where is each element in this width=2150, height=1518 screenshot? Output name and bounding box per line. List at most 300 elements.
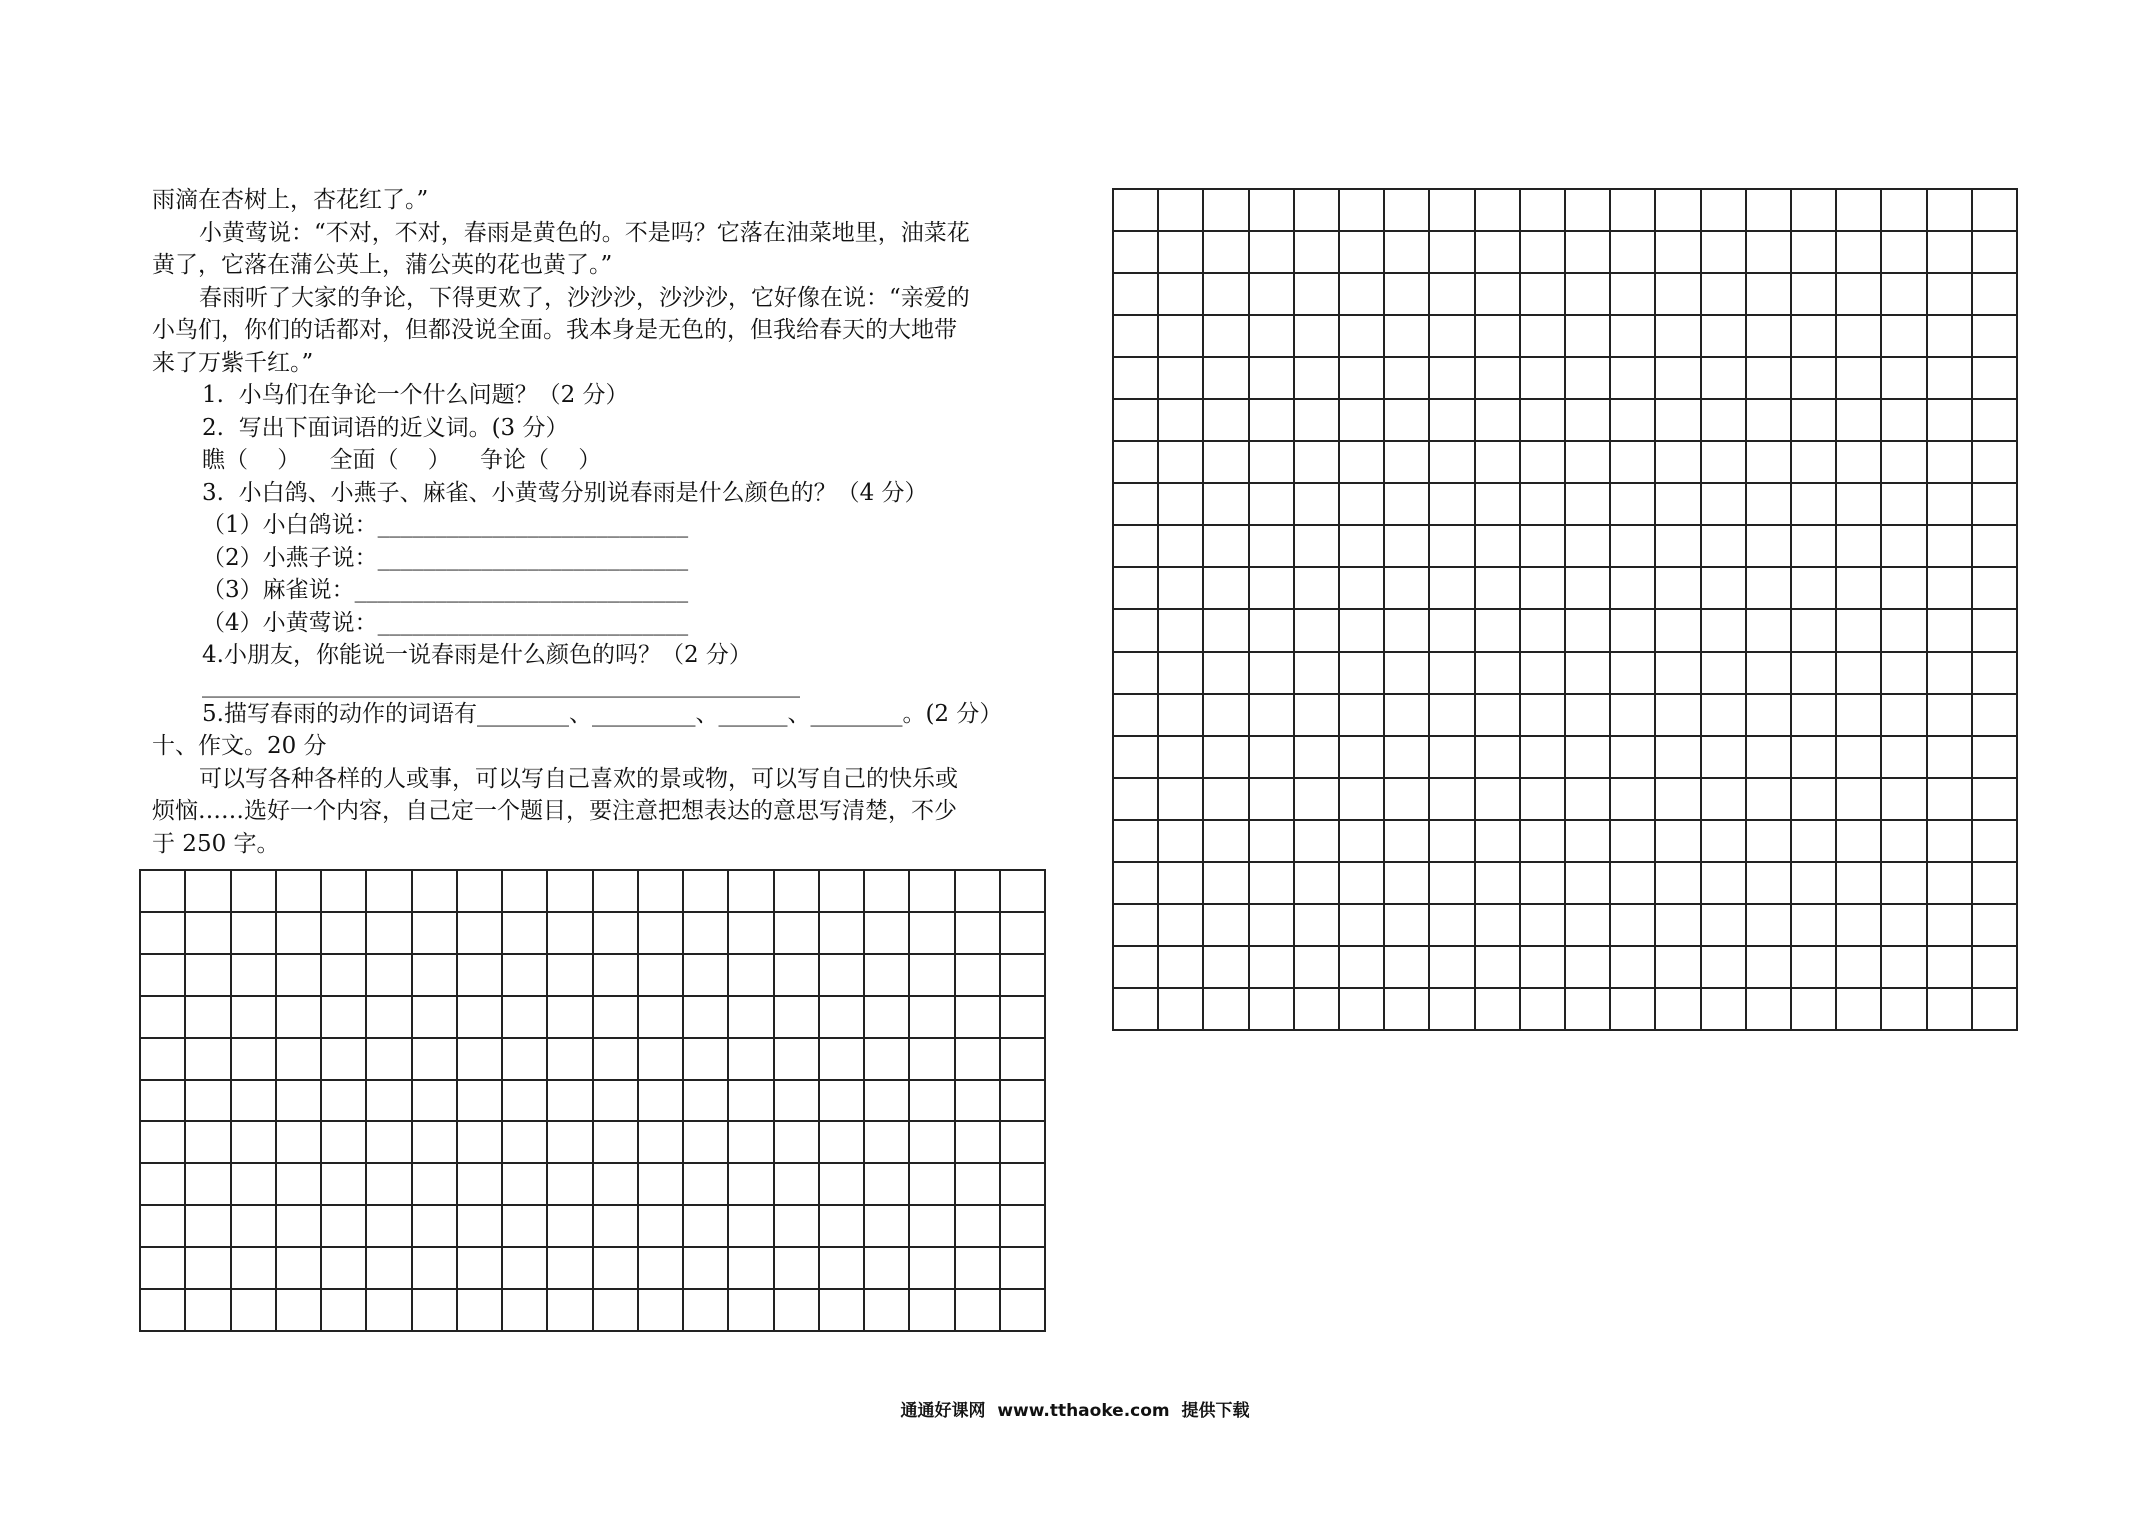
grid-cell[interactable] <box>1656 821 1701 863</box>
grid-cell[interactable] <box>1973 400 2018 442</box>
grid-cell[interactable] <box>1204 821 1249 863</box>
grid-cell[interactable] <box>1114 526 1159 568</box>
grid-cell[interactable] <box>1521 905 1566 947</box>
grid-cell[interactable] <box>1656 526 1701 568</box>
grid-cell[interactable] <box>1001 1081 1046 1123</box>
grid-cell[interactable] <box>594 1122 639 1164</box>
grid-cell[interactable] <box>232 1290 277 1332</box>
grid-cell[interactable] <box>1340 695 1385 737</box>
grid-cell[interactable] <box>1430 316 1475 358</box>
grid-cell[interactable] <box>1882 526 1927 568</box>
grid-cell[interactable] <box>1430 232 1475 274</box>
grid-cell[interactable] <box>1656 484 1701 526</box>
grid-cell[interactable] <box>1837 863 1882 905</box>
grid-cell[interactable] <box>1295 695 1340 737</box>
grid-cell[interactable] <box>1001 871 1046 913</box>
grid-cell[interactable] <box>1747 821 1792 863</box>
grid-cell[interactable] <box>186 1290 231 1332</box>
grid-cell[interactable] <box>1159 442 1204 484</box>
grid-cell[interactable] <box>322 1081 367 1123</box>
grid-cell[interactable] <box>1973 526 2018 568</box>
grid-cell[interactable] <box>1792 442 1837 484</box>
grid-cell[interactable] <box>1159 316 1204 358</box>
grid-cell[interactable] <box>1747 737 1792 779</box>
grid-cell[interactable] <box>1340 863 1385 905</box>
grid-cell[interactable] <box>775 871 820 913</box>
grid-cell[interactable] <box>548 1122 593 1164</box>
grid-cell[interactable] <box>1747 695 1792 737</box>
grid-cell[interactable] <box>1747 316 1792 358</box>
grid-cell[interactable] <box>1837 610 1882 652</box>
grid-cell[interactable] <box>1204 989 1249 1031</box>
grid-cell[interactable] <box>1702 821 1747 863</box>
grid-cell[interactable] <box>1295 989 1340 1031</box>
grid-cell[interactable] <box>1837 442 1882 484</box>
grid-cell[interactable] <box>1204 484 1249 526</box>
grid-cell[interactable] <box>1250 737 1295 779</box>
grid-cell[interactable] <box>1340 989 1385 1031</box>
grid-cell[interactable] <box>1521 232 1566 274</box>
grid-cell[interactable] <box>1882 400 1927 442</box>
grid-cell[interactable] <box>865 1164 910 1206</box>
grid-cell[interactable] <box>1656 989 1701 1031</box>
grid-cell[interactable] <box>322 955 367 997</box>
grid-cell[interactable] <box>1295 905 1340 947</box>
grid-cell[interactable] <box>1792 610 1837 652</box>
grid-cell[interactable] <box>1882 232 1927 274</box>
grid-cell[interactable] <box>1928 905 1973 947</box>
grid-cell[interactable] <box>1001 1290 1046 1332</box>
grid-cell[interactable] <box>1747 358 1792 400</box>
grid-cell[interactable] <box>1340 442 1385 484</box>
grid-cell[interactable] <box>1928 989 1973 1031</box>
grid-cell[interactable] <box>141 1206 186 1248</box>
grid-cell[interactable] <box>1385 947 1430 989</box>
grid-cell[interactable] <box>1250 947 1295 989</box>
grid-cell[interactable] <box>1114 274 1159 316</box>
grid-cell[interactable] <box>458 1248 503 1290</box>
grid-cell[interactable] <box>1792 905 1837 947</box>
grid-cell[interactable] <box>865 1290 910 1332</box>
grid-cell[interactable] <box>865 871 910 913</box>
grid-cell[interactable] <box>232 1206 277 1248</box>
grid-cell[interactable] <box>1521 526 1566 568</box>
grid-cell[interactable] <box>1250 905 1295 947</box>
grid-cell[interactable] <box>1295 947 1340 989</box>
grid-cell[interactable] <box>1114 610 1159 652</box>
grid-cell[interactable] <box>1882 947 1927 989</box>
grid-cell[interactable] <box>1702 863 1747 905</box>
grid-cell[interactable] <box>1566 989 1611 1031</box>
grid-cell[interactable] <box>1340 653 1385 695</box>
grid-cell[interactable] <box>594 1206 639 1248</box>
grid-cell[interactable] <box>548 1081 593 1123</box>
grid-cell[interactable] <box>1837 695 1882 737</box>
grid-cell[interactable] <box>729 1039 774 1081</box>
grid-cell[interactable] <box>1250 442 1295 484</box>
grid-cell[interactable] <box>1973 232 2018 274</box>
grid-cell[interactable] <box>413 1290 458 1332</box>
grid-cell[interactable] <box>1340 484 1385 526</box>
grid-cell[interactable] <box>820 1039 865 1081</box>
grid-cell[interactable] <box>1566 190 1611 232</box>
grid-cell[interactable] <box>775 1248 820 1290</box>
grid-cell[interactable] <box>1295 653 1340 695</box>
grid-cell[interactable] <box>639 1248 684 1290</box>
grid-cell[interactable] <box>1747 484 1792 526</box>
grid-cell[interactable] <box>1430 484 1475 526</box>
grid-cell[interactable] <box>1566 905 1611 947</box>
grid-cell[interactable] <box>956 1248 1001 1290</box>
grid-cell[interactable] <box>1792 190 1837 232</box>
grid-cell[interactable] <box>729 1122 774 1164</box>
grid-cell[interactable] <box>1250 989 1295 1031</box>
grid-cell[interactable] <box>956 1290 1001 1332</box>
grid-cell[interactable] <box>1973 695 2018 737</box>
grid-cell[interactable] <box>413 1164 458 1206</box>
grid-cell[interactable] <box>1295 484 1340 526</box>
grid-cell[interactable] <box>1476 442 1521 484</box>
grid-cell[interactable] <box>277 1081 322 1123</box>
grid-cell[interactable] <box>1566 442 1611 484</box>
grid-cell[interactable] <box>548 1206 593 1248</box>
grid-cell[interactable] <box>1001 1122 1046 1164</box>
grid-cell[interactable] <box>1882 610 1927 652</box>
grid-cell[interactable] <box>1250 863 1295 905</box>
grid-cell[interactable] <box>594 997 639 1039</box>
grid-cell[interactable] <box>1837 232 1882 274</box>
grid-cell[interactable] <box>1521 989 1566 1031</box>
grid-cell[interactable] <box>548 997 593 1039</box>
grid-cell[interactable] <box>1521 695 1566 737</box>
grid-cell[interactable] <box>458 913 503 955</box>
grid-cell[interactable] <box>186 1039 231 1081</box>
grid-cell[interactable] <box>1159 905 1204 947</box>
grid-cell[interactable] <box>1430 653 1475 695</box>
grid-cell[interactable] <box>1204 232 1249 274</box>
grid-cell[interactable] <box>277 1248 322 1290</box>
grid-cell[interactable] <box>1882 653 1927 695</box>
grid-cell[interactable] <box>1611 947 1656 989</box>
grid-cell[interactable] <box>367 955 412 997</box>
grid-cell[interactable] <box>1973 610 2018 652</box>
grid-cell[interactable] <box>684 1081 729 1123</box>
grid-cell[interactable] <box>1702 653 1747 695</box>
grid-cell[interactable] <box>1566 484 1611 526</box>
grid-cell[interactable] <box>1792 568 1837 610</box>
grid-cell[interactable] <box>1702 316 1747 358</box>
grid-cell[interactable] <box>503 1248 548 1290</box>
grid-cell[interactable] <box>1204 905 1249 947</box>
grid-cell[interactable] <box>1837 316 1882 358</box>
grid-cell[interactable] <box>548 1039 593 1081</box>
grid-cell[interactable] <box>186 1206 231 1248</box>
grid-cell[interactable] <box>1001 1248 1046 1290</box>
grid-cell[interactable] <box>277 955 322 997</box>
grid-cell[interactable] <box>1250 779 1295 821</box>
grid-cell[interactable] <box>1611 442 1656 484</box>
grid-cell[interactable] <box>1204 863 1249 905</box>
grid-cell[interactable] <box>1928 947 1973 989</box>
grid-cell[interactable] <box>1295 442 1340 484</box>
grid-cell[interactable] <box>820 1290 865 1332</box>
grid-cell[interactable] <box>1973 821 2018 863</box>
grid-cell[interactable] <box>1385 821 1430 863</box>
grid-cell[interactable] <box>1882 737 1927 779</box>
grid-cell[interactable] <box>910 1164 955 1206</box>
grid-cell[interactable] <box>1340 316 1385 358</box>
grid-cell[interactable] <box>1204 695 1249 737</box>
grid-cell[interactable] <box>1159 190 1204 232</box>
grid-cell[interactable] <box>503 1290 548 1332</box>
grid-cell[interactable] <box>729 1206 774 1248</box>
grid-cell[interactable] <box>277 913 322 955</box>
grid-cell[interactable] <box>277 1206 322 1248</box>
grid-cell[interactable] <box>458 1039 503 1081</box>
grid-cell[interactable] <box>1476 484 1521 526</box>
grid-cell[interactable] <box>1837 190 1882 232</box>
grid-cell[interactable] <box>1250 400 1295 442</box>
grid-cell[interactable] <box>1973 316 2018 358</box>
grid-cell[interactable] <box>1159 232 1204 274</box>
grid-cell[interactable] <box>729 1290 774 1332</box>
grid-cell[interactable] <box>1747 989 1792 1031</box>
grid-cell[interactable] <box>1204 779 1249 821</box>
grid-cell[interactable] <box>820 1164 865 1206</box>
grid-cell[interactable] <box>1385 653 1430 695</box>
grid-cell[interactable] <box>1702 905 1747 947</box>
grid-cell[interactable] <box>1882 568 1927 610</box>
grid-cell[interactable] <box>1340 526 1385 568</box>
grid-cell[interactable] <box>594 1081 639 1123</box>
grid-cell[interactable] <box>1204 190 1249 232</box>
grid-cell[interactable] <box>1702 737 1747 779</box>
grid-cell[interactable] <box>1747 190 1792 232</box>
grid-cell[interactable] <box>367 1248 412 1290</box>
grid-cell[interactable] <box>1566 737 1611 779</box>
grid-cell[interactable] <box>503 1039 548 1081</box>
grid-cell[interactable] <box>1250 653 1295 695</box>
grid-cell[interactable] <box>1566 821 1611 863</box>
grid-cell[interactable] <box>820 997 865 1039</box>
grid-cell[interactable] <box>1430 737 1475 779</box>
grid-cell[interactable] <box>910 871 955 913</box>
grid-cell[interactable] <box>1928 358 1973 400</box>
grid-cell[interactable] <box>1430 821 1475 863</box>
grid-cell[interactable] <box>1476 653 1521 695</box>
grid-cell[interactable] <box>1702 232 1747 274</box>
grid-cell[interactable] <box>1250 610 1295 652</box>
grid-cell[interactable] <box>1001 913 1046 955</box>
grid-cell[interactable] <box>1114 442 1159 484</box>
grid-cell[interactable] <box>186 1081 231 1123</box>
grid-cell[interactable] <box>1340 232 1385 274</box>
grid-cell[interactable] <box>1340 947 1385 989</box>
grid-cell[interactable] <box>1114 695 1159 737</box>
grid-cell[interactable] <box>1159 610 1204 652</box>
grid-cell[interactable] <box>1295 821 1340 863</box>
grid-cell[interactable] <box>910 1039 955 1081</box>
grid-cell[interactable] <box>910 1122 955 1164</box>
grid-cell[interactable] <box>1385 526 1430 568</box>
grid-cell[interactable] <box>1250 232 1295 274</box>
grid-cell[interactable] <box>1476 905 1521 947</box>
grid-cell[interactable] <box>1204 610 1249 652</box>
grid-cell[interactable] <box>1792 400 1837 442</box>
grid-cell[interactable] <box>1521 484 1566 526</box>
grid-cell[interactable] <box>1340 274 1385 316</box>
grid-cell[interactable] <box>458 997 503 1039</box>
grid-cell[interactable] <box>141 1248 186 1290</box>
grid-cell[interactable] <box>910 997 955 1039</box>
grid-cell[interactable] <box>413 1039 458 1081</box>
grid-cell[interactable] <box>1611 737 1656 779</box>
grid-cell[interactable] <box>1973 989 2018 1031</box>
grid-cell[interactable] <box>594 871 639 913</box>
grid-cell[interactable] <box>820 1122 865 1164</box>
grid-cell[interactable] <box>186 997 231 1039</box>
grid-cell[interactable] <box>141 913 186 955</box>
grid-cell[interactable] <box>1973 905 2018 947</box>
grid-cell[interactable] <box>1159 653 1204 695</box>
grid-cell[interactable] <box>1792 695 1837 737</box>
grid-cell[interactable] <box>1204 526 1249 568</box>
grid-cell[interactable] <box>684 913 729 955</box>
grid-cell[interactable] <box>956 1122 1001 1164</box>
grid-cell[interactable] <box>1476 863 1521 905</box>
grid-cell[interactable] <box>1114 989 1159 1031</box>
grid-cell[interactable] <box>413 913 458 955</box>
grid-cell[interactable] <box>1521 274 1566 316</box>
grid-cell[interactable] <box>232 1122 277 1164</box>
grid-cell[interactable] <box>1001 1206 1046 1248</box>
grid-cell[interactable] <box>1385 400 1430 442</box>
grid-cell[interactable] <box>1928 653 1973 695</box>
grid-cell[interactable] <box>1001 1039 1046 1081</box>
grid-cell[interactable] <box>820 1248 865 1290</box>
grid-cell[interactable] <box>1521 400 1566 442</box>
grid-cell[interactable] <box>1430 400 1475 442</box>
grid-cell[interactable] <box>1430 989 1475 1031</box>
grid-cell[interactable] <box>1656 653 1701 695</box>
grid-cell[interactable] <box>1340 358 1385 400</box>
grid-cell[interactable] <box>775 955 820 997</box>
grid-cell[interactable] <box>141 1122 186 1164</box>
grid-cell[interactable] <box>639 955 684 997</box>
grid-cell[interactable] <box>1611 316 1656 358</box>
grid-cell[interactable] <box>1747 653 1792 695</box>
grid-cell[interactable] <box>1928 190 1973 232</box>
grid-cell[interactable] <box>594 1248 639 1290</box>
grid-cell[interactable] <box>1928 484 1973 526</box>
grid-cell[interactable] <box>1611 358 1656 400</box>
grid-cell[interactable] <box>548 913 593 955</box>
grid-cell[interactable] <box>1114 653 1159 695</box>
grid-cell[interactable] <box>1250 568 1295 610</box>
grid-cell[interactable] <box>956 871 1001 913</box>
grid-cell[interactable] <box>1385 484 1430 526</box>
grid-cell[interactable] <box>186 1248 231 1290</box>
grid-cell[interactable] <box>1882 989 1927 1031</box>
grid-cell[interactable] <box>1611 484 1656 526</box>
grid-cell[interactable] <box>1747 400 1792 442</box>
grid-cell[interactable] <box>1114 947 1159 989</box>
grid-cell[interactable] <box>1385 610 1430 652</box>
grid-cell[interactable] <box>775 913 820 955</box>
grid-cell[interactable] <box>1204 274 1249 316</box>
grid-cell[interactable] <box>910 1206 955 1248</box>
grid-cell[interactable] <box>865 1248 910 1290</box>
grid-cell[interactable] <box>820 871 865 913</box>
grid-cell[interactable] <box>956 1164 1001 1206</box>
grid-cell[interactable] <box>1430 779 1475 821</box>
grid-cell[interactable] <box>1430 905 1475 947</box>
grid-cell[interactable] <box>1928 232 1973 274</box>
grid-cell[interactable] <box>639 1122 684 1164</box>
grid-cell[interactable] <box>1747 610 1792 652</box>
grid-cell[interactable] <box>775 1290 820 1332</box>
grid-cell[interactable] <box>1295 274 1340 316</box>
grid-cell[interactable] <box>910 1248 955 1290</box>
grid-cell[interactable] <box>910 913 955 955</box>
grid-cell[interactable] <box>1611 821 1656 863</box>
grid-cell[interactable] <box>1792 526 1837 568</box>
grid-cell[interactable] <box>1566 947 1611 989</box>
grid-cell[interactable] <box>413 871 458 913</box>
grid-cell[interactable] <box>594 1164 639 1206</box>
grid-cell[interactable] <box>1973 737 2018 779</box>
grid-cell[interactable] <box>503 1122 548 1164</box>
grid-cell[interactable] <box>1973 274 2018 316</box>
grid-cell[interactable] <box>1340 779 1385 821</box>
grid-cell[interactable] <box>729 955 774 997</box>
grid-cell[interactable] <box>865 913 910 955</box>
grid-cell[interactable] <box>684 1206 729 1248</box>
grid-cell[interactable] <box>1159 274 1204 316</box>
grid-cell[interactable] <box>1340 190 1385 232</box>
grid-cell[interactable] <box>1973 358 2018 400</box>
grid-cell[interactable] <box>1340 610 1385 652</box>
grid-cell[interactable] <box>1566 358 1611 400</box>
grid-cell[interactable] <box>1566 232 1611 274</box>
grid-cell[interactable] <box>1295 863 1340 905</box>
grid-cell[interactable] <box>1476 274 1521 316</box>
grid-cell[interactable] <box>1702 484 1747 526</box>
grid-cell[interactable] <box>141 955 186 997</box>
grid-cell[interactable] <box>277 997 322 1039</box>
grid-cell[interactable] <box>1521 568 1566 610</box>
grid-cell[interactable] <box>1702 779 1747 821</box>
grid-cell[interactable] <box>1611 863 1656 905</box>
grid-cell[interactable] <box>1385 989 1430 1031</box>
grid-cell[interactable] <box>1611 568 1656 610</box>
grid-cell[interactable] <box>1837 779 1882 821</box>
grid-cell[interactable] <box>1476 610 1521 652</box>
grid-cell[interactable] <box>1566 526 1611 568</box>
grid-cell[interactable] <box>367 1290 412 1332</box>
grid-cell[interactable] <box>1385 568 1430 610</box>
grid-cell[interactable] <box>186 955 231 997</box>
grid-cell[interactable] <box>729 1164 774 1206</box>
grid-cell[interactable] <box>775 1039 820 1081</box>
grid-cell[interactable] <box>1204 947 1249 989</box>
grid-cell[interactable] <box>413 1122 458 1164</box>
grid-cell[interactable] <box>910 1081 955 1123</box>
grid-cell[interactable] <box>141 1039 186 1081</box>
grid-cell[interactable] <box>1656 737 1701 779</box>
grid-cell[interactable] <box>277 1039 322 1081</box>
grid-cell[interactable] <box>548 1248 593 1290</box>
